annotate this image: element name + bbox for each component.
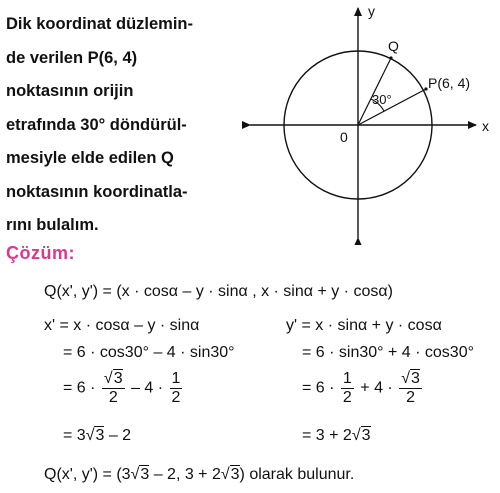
calc-text: = 6 · — [63, 379, 96, 397]
point-q-label: Q — [388, 38, 399, 54]
problem-line: noktasının orijin — [6, 82, 134, 100]
segment-op — [358, 89, 426, 125]
denominator: 2 — [171, 389, 181, 406]
sqrt-symbol: √3 — [103, 370, 123, 387]
y-prime-substitution: = 6 · sin30° + 4 · cos30° — [302, 344, 474, 361]
calc-text: = 6 · — [302, 379, 335, 397]
denominator: 2 — [342, 389, 352, 406]
x-prime-result — [63, 426, 131, 446]
y-prime-calculation — [302, 370, 424, 407]
y-axis-label: y — [368, 3, 375, 19]
sqrt-symbol: √3 — [130, 466, 150, 483]
angle-label: 30° — [372, 92, 392, 107]
radicand: 3 — [95, 427, 105, 444]
conclusion — [44, 465, 354, 485]
conclusion-text: ) olarak bulunur. — [239, 466, 355, 483]
result-text: – 2 — [104, 427, 132, 444]
x-prime-definition: x' = x · cosα – y · sinα — [44, 317, 200, 334]
rotation-diagram — [236, 0, 500, 245]
problem-line: etrafında 30° döndürül- — [6, 115, 187, 134]
x-prime-calculation — [63, 370, 184, 407]
numerator: 1 — [171, 370, 181, 387]
radicand: 3 — [140, 466, 150, 483]
radicand: 3 — [361, 427, 371, 444]
point-p-label: P(6, 4) — [428, 75, 471, 91]
problem-line: Dik koordinat düzlemin- — [6, 15, 194, 33]
calc-text: – 4 · — [131, 379, 164, 397]
conclusion-text: – 2, 3 + 2 — [149, 466, 221, 483]
x-axis-label: x — [482, 118, 489, 134]
radicand: 3 — [410, 370, 420, 387]
fraction-root3-over-2 — [102, 370, 125, 407]
result-text: = 3 — [63, 427, 86, 444]
solution-heading: Çözüm: — [6, 243, 75, 263]
y-prime-definition: y' = x · sinα + y · cosα — [286, 317, 442, 334]
point-q — [389, 56, 392, 59]
fraction-1-over-2 — [170, 370, 183, 407]
problem-line: de verilen P(6, 4) — [6, 48, 138, 67]
numerator: 1 — [342, 370, 352, 387]
rotation-formula: Q(x', y') = (x · cosα – y · sinα , x · sinα + y · cosα) — [44, 283, 393, 300]
problem-statement — [6, 8, 232, 243]
sqrt-symbol: √3 — [401, 370, 420, 387]
sqrt-symbol: √3 — [220, 466, 240, 483]
problem-line: rını bulalım. — [6, 216, 99, 234]
calc-text: + 4 · — [360, 379, 393, 397]
radicand: 3 — [230, 466, 240, 483]
radicand: 3 — [113, 370, 123, 387]
y-prime-result — [302, 426, 371, 446]
denominator: 2 — [406, 389, 415, 406]
problem-line: mesiyle elde edilen Q — [6, 149, 174, 167]
sqrt-symbol: √3 — [85, 427, 105, 444]
x-prime-substitution: = 6 · cos30° – 4 · sin30° — [63, 344, 235, 361]
sqrt-symbol: √3 — [351, 427, 371, 444]
denominator: 2 — [108, 389, 118, 406]
origin-label: 0 — [340, 129, 348, 145]
fraction-1-over-2 — [341, 370, 354, 407]
problem-line: noktasının koordinatla- — [6, 182, 188, 201]
conclusion-text: Q(x', y') = (3 — [44, 466, 131, 483]
fraction-root3-over-2 — [399, 370, 422, 407]
result-text: = 3 + 2 — [302, 427, 352, 444]
